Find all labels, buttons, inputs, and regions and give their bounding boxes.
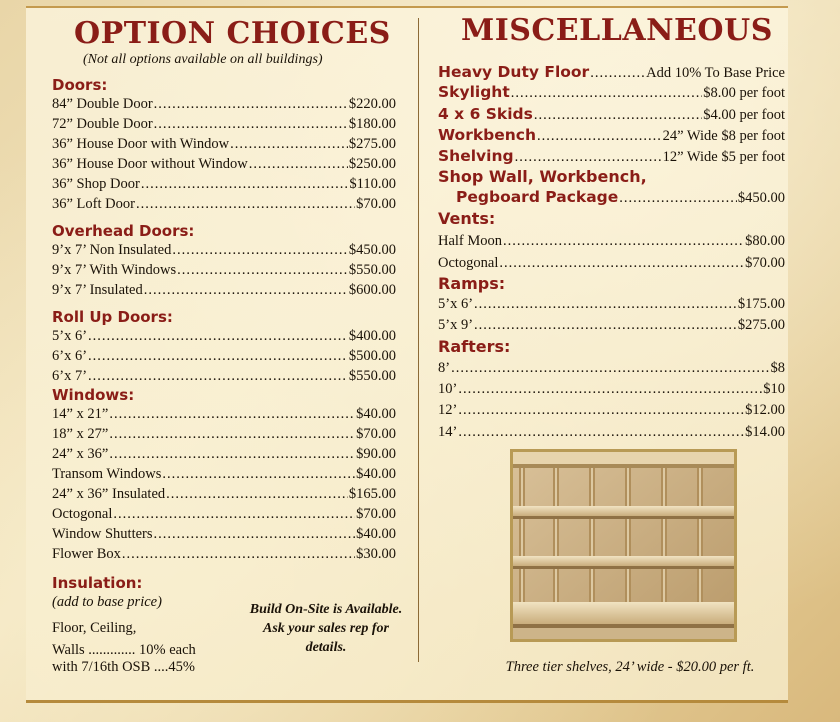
shelving-photo [510, 449, 737, 642]
price-row: 8’ ..... $8 [438, 358, 785, 378]
roll-up-doors-heading: Roll Up Doors: [52, 308, 173, 326]
insulation-line: Walls ............. 10% each [52, 642, 196, 658]
price-row: Heavy Duty Floor ..... Add 10% To Base Price [438, 62, 785, 82]
price-row: 10’ ..... $10 [438, 379, 785, 399]
price-row: 24” x 36” ..... $90.00 [52, 444, 396, 464]
price-row: 9’x 7’ Non Insulated ..... $450.00 [52, 240, 396, 260]
price-row: 36” Loft Door ..... $70.00 [52, 194, 396, 214]
miscellaneous-title: MISCELLANEOUS [461, 13, 773, 48]
insulation-heading: Insulation: [52, 574, 143, 592]
price-row: Octogonal ..... $70.00 [438, 253, 785, 273]
rafters-heading: Rafters: [438, 337, 511, 356]
price-row: 6’x 6’ ..... $500.00 [52, 346, 396, 366]
price-row: 18” x 27” ..... $70.00 [52, 424, 396, 444]
price-row: Half Moon ..... $80.00 [438, 231, 785, 251]
price-row: 5’x 6’ ..... $400.00 [52, 326, 396, 346]
ramps-heading: Ramps: [438, 274, 506, 293]
insulation-note: (add to base price) [52, 594, 162, 610]
price-row: 36” Shop Door ..... $110.00 [52, 174, 396, 194]
price-row: 36” House Door without Window ..... $250.00 [52, 154, 396, 174]
shelving-illustration [513, 452, 734, 639]
price-row: Window Shutters ..... $40.00 [52, 524, 396, 544]
price-row: 9’x 7’ Insulated ..... $600.00 [52, 280, 396, 300]
shop-wall-heading: Shop Wall, Workbench, [438, 167, 647, 186]
option-choices-title: OPTION CHOICES [74, 16, 391, 51]
doors-heading: Doors: [52, 76, 108, 94]
photo-caption: Three tier shelves, 24’ wide - $20.00 per ft. [505, 659, 755, 675]
price-row: Shelving ..... 12” Wide $5 per foot [438, 146, 785, 166]
build-on-site-note: Build On-Site is Available. Ask your sales rep for details. [249, 602, 403, 655]
overhead-doors-heading: Overhead Doors: [52, 222, 195, 240]
price-row: Pegboard Package ..... $450.00 [456, 187, 785, 207]
price-row: Transom Windows ..... $40.00 [52, 464, 396, 484]
price-row: Octogonal ..... $70.00 [52, 504, 396, 524]
price-row: 5’x 6’ ..... $175.00 [438, 294, 785, 314]
price-row: 12’ ..... $12.00 [438, 400, 785, 420]
price-row: 72” Double Door ..... $180.00 [52, 114, 396, 134]
column-divider [418, 18, 419, 662]
price-row: 36” House Door with Window ..... $275.00 [52, 134, 396, 154]
insulation-line: Floor, Ceiling, [52, 620, 137, 636]
price-row: Flower Box ..... $30.00 [52, 544, 396, 564]
price-row: 14” x 21” ..... $40.00 [52, 404, 396, 424]
price-row: Workbench ..... 24” Wide $8 per foot [438, 125, 785, 145]
price-row: Skylight ..... $8.00 per foot [438, 82, 785, 102]
price-row: 14’ ..... $14.00 [438, 422, 785, 442]
windows-heading: Windows: [52, 386, 135, 404]
price-row: 24” x 36” Insulated ..... $165.00 [52, 484, 396, 504]
vents-heading: Vents: [438, 209, 496, 228]
insulation-line: with 7/16th OSB ....45% [52, 659, 195, 675]
price-row: 4 x 6 Skids ..... $4.00 per foot [438, 104, 785, 124]
price-row: 84” Double Door ..... $220.00 [52, 94, 396, 114]
availability-note: (Not all options available on all buildings) [83, 52, 323, 67]
price-row: 6’x 7’ ..... $550.00 [52, 366, 396, 386]
price-row: 9’x 7’ With Windows ..... $550.00 [52, 260, 396, 280]
price-row: 5’x 9’ ..... $275.00 [438, 315, 785, 335]
